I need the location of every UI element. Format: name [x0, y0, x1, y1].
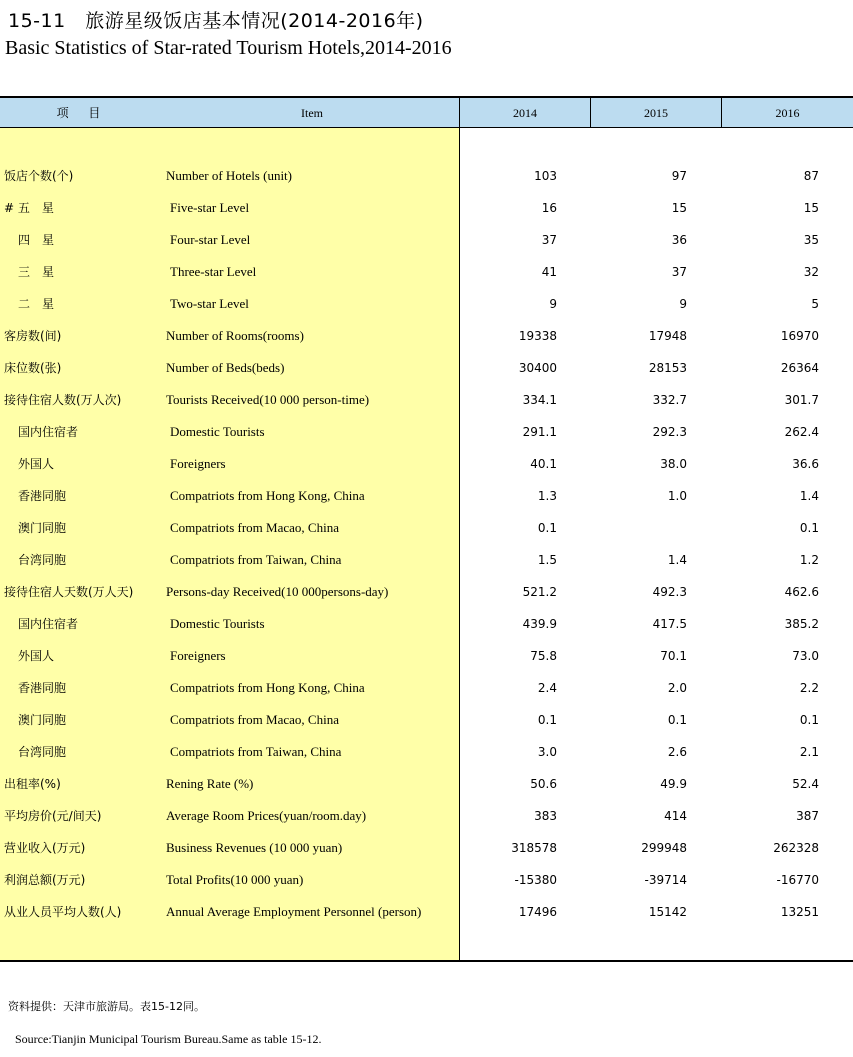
cell-2016: 52.4: [792, 777, 819, 791]
cell-2015: 0.1: [667, 713, 687, 727]
table-row: [0, 512, 853, 544]
row-label-chinese: 台湾同胞: [18, 553, 67, 567]
row-label-chinese: 台湾同胞: [18, 745, 67, 759]
cell-2014: 50.6: [530, 777, 557, 791]
cell-2015: 299948: [641, 841, 687, 855]
header-year-2014: 2014: [513, 106, 537, 120]
row-label-chinese: 床位数(张): [4, 361, 62, 375]
table-row: [0, 384, 853, 416]
cell-2015: 97: [671, 169, 687, 183]
row-label-chinese: 客房数(间): [4, 329, 62, 343]
cell-2014: 37: [541, 233, 557, 247]
row-label-english: Three-star Level: [170, 264, 257, 279]
table-row: [0, 736, 853, 768]
cell-2014: 17496: [518, 905, 557, 919]
page-title-chinese: 15-11 旅游星级饭店基本情况(2014-2016年): [8, 10, 424, 32]
row-label-chinese: 四 星: [18, 233, 55, 247]
table-row: [0, 640, 853, 672]
cell-2015: 9: [679, 297, 687, 311]
cell-2014: 439.9: [522, 617, 557, 631]
cell-2014: 1.5: [537, 553, 557, 567]
cell-2016: 262.4: [784, 425, 819, 439]
table-row: [0, 832, 853, 864]
table-row: [0, 896, 853, 928]
cell-2015: 2.6: [667, 745, 687, 759]
table-row: [0, 256, 853, 288]
row-label-english: Compatriots from Macao, China: [170, 712, 339, 727]
cell-2016: 73.0: [792, 649, 819, 663]
row-label-chinese: 外国人: [18, 649, 55, 663]
table-row: [0, 672, 853, 704]
table-bottom-rule: [0, 960, 853, 962]
cell-2016: 2.1: [799, 745, 819, 759]
cell-2015: 1.4: [667, 553, 687, 567]
cell-2014: 75.8: [530, 649, 557, 663]
table-row: [0, 544, 853, 576]
cell-2014: 383: [534, 809, 557, 823]
source-note-english: Source:Tianjin Municipal Tourism Bureau.Same as table 15-12.: [15, 1032, 322, 1046]
cell-2015: 38.0: [660, 457, 687, 471]
table-row: [0, 608, 853, 640]
table-row: [0, 768, 853, 800]
cell-2015: 49.9: [660, 777, 687, 791]
cell-2014: 0.1: [537, 521, 557, 535]
row-label-chinese: 澳门同胞: [18, 521, 67, 535]
cell-2014: 16: [541, 201, 557, 215]
cell-2014: 9: [549, 297, 557, 311]
cell-2016: 35: [803, 233, 819, 247]
table-row: [0, 448, 853, 480]
cell-2016: 2.2: [799, 681, 819, 695]
table-row: [0, 864, 853, 896]
cell-2015: 1.0: [667, 489, 687, 503]
table-row: [0, 576, 853, 608]
row-label-chinese: 从业人员平均人数(人): [4, 905, 122, 919]
row-label-english: Tourists Received(10 000 person-time): [166, 392, 370, 407]
table-row: [0, 352, 853, 384]
row-label-english: Five-star Level: [170, 200, 250, 215]
row-label-english: Compatriots from Hong Kong, China: [170, 680, 365, 695]
row-label-chinese: 澳门同胞: [18, 713, 67, 727]
cell-2015: 332.7: [652, 393, 687, 407]
cell-2016: 1.2: [799, 553, 819, 567]
row-label-english: Rening Rate (%): [166, 776, 254, 791]
row-label-english: Foreigners: [170, 456, 226, 471]
cell-2015: 492.3: [652, 585, 687, 599]
cell-2016: 1.4: [799, 489, 819, 503]
table-row: [0, 160, 853, 192]
row-label-chinese: 国内住宿者: [18, 425, 79, 439]
cell-2014: 1.3: [537, 489, 557, 503]
cell-2016: 13251: [780, 905, 819, 919]
row-label-english: Four-star Level: [170, 232, 251, 247]
cell-2016: 0.1: [799, 521, 819, 535]
row-label-english: Domestic Tourists: [170, 424, 265, 439]
row-label-english: Compatriots from Macao, China: [170, 520, 339, 535]
cell-2014: -15380: [514, 873, 557, 887]
cell-2016: 36.6: [792, 457, 819, 471]
cell-2015: 17948: [648, 329, 687, 343]
row-label-english: Foreigners: [170, 648, 226, 663]
row-label-chinese: 接待住宿人数(万人次): [4, 393, 122, 407]
cell-2015: 28153: [648, 361, 687, 375]
cell-2014: 41: [541, 265, 557, 279]
cell-2016: 301.7: [784, 393, 819, 407]
cell-2016: 385.2: [784, 617, 819, 631]
row-label-chinese: 外国人: [18, 457, 55, 471]
row-label-english: Compatriots from Hong Kong, China: [170, 488, 365, 503]
page-title-english: Basic Statistics of Star-rated Tourism Hotels,2014-2016: [5, 37, 452, 59]
row-label-chinese: 香港同胞: [18, 681, 67, 695]
table-row: [0, 288, 853, 320]
row-label-english: Number of Beds(beds): [166, 360, 285, 375]
table-row: [0, 224, 853, 256]
row-label-chinese: 营业收入(万元): [4, 841, 86, 855]
source-note-chinese: 资料提供：天津市旅游局。表15-12同。: [8, 1000, 205, 1013]
cell-2014: 291.1: [522, 425, 557, 439]
row-label-chinese: 三 星: [18, 265, 55, 279]
row-label-english: Business Revenues (10 000 yuan): [166, 840, 343, 855]
row-label-english: Number of Rooms(rooms): [166, 328, 304, 343]
row-label-english: Domestic Tourists: [170, 616, 265, 631]
table-header: [0, 96, 853, 128]
header-year-2015: 2015: [644, 106, 668, 120]
cell-2014: 40.1: [530, 457, 557, 471]
cell-2015: -39714: [644, 873, 687, 887]
cell-2014: 103: [534, 169, 557, 183]
table-row: [0, 416, 853, 448]
cell-2015: 414: [664, 809, 687, 823]
cell-2016: 0.1: [799, 713, 819, 727]
cell-2016: 462.6: [784, 585, 819, 599]
cell-2016: 15: [803, 201, 819, 215]
row-label-chinese: 利润总额(万元): [4, 873, 86, 887]
row-label-english: Total Profits(10 000 yuan): [166, 872, 304, 887]
row-label-english: Compatriots from Taiwan, China: [170, 552, 342, 567]
table-row: [0, 480, 853, 512]
row-label-chinese: 饭店个数(个): [4, 169, 74, 183]
cell-2015: 15142: [648, 905, 687, 919]
row-label-english: Number of Hotels (unit): [166, 168, 293, 183]
table-row: [0, 192, 853, 224]
table-row: [0, 704, 853, 736]
row-label-chinese: 二 星: [18, 297, 55, 311]
row-label-chinese: 接待住宿人天数(万人天): [4, 585, 134, 599]
cell-2015: 417.5: [652, 617, 687, 631]
cell-2015: 37: [671, 265, 687, 279]
row-label-chinese: 平均房价(元/间天): [4, 809, 102, 823]
row-label-chinese: # 五 星: [4, 201, 54, 215]
row-label-chinese: 香港同胞: [18, 489, 67, 503]
row-label-english: Persons-day Received(10 000persons-day): [166, 584, 389, 599]
cell-2016: 387: [796, 809, 819, 823]
row-label-chinese: 国内住宿者: [18, 617, 79, 631]
cell-2016: 16970: [780, 329, 819, 343]
cell-2015: 2.0: [667, 681, 687, 695]
cell-2016: -16770: [776, 873, 819, 887]
header-year-2016: 2016: [775, 106, 800, 120]
cell-2015: 292.3: [652, 425, 687, 439]
cell-2014: 0.1: [537, 713, 557, 727]
cell-2016: 87: [803, 169, 819, 183]
table-row: [0, 320, 853, 352]
cell-2015: 70.1: [660, 649, 687, 663]
cell-2014: 334.1: [522, 393, 557, 407]
row-label-chinese: 出租率(%): [4, 777, 61, 791]
cell-2016: 262328: [773, 841, 819, 855]
cell-2014: 521.2: [522, 585, 557, 599]
row-label-english: Annual Average Employment Personnel (person): [166, 904, 422, 919]
cell-2015: 15: [671, 201, 687, 215]
cell-2014: 2.4: [537, 681, 557, 695]
statistics-table: [0, 96, 853, 962]
cell-2014: 3.0: [537, 745, 557, 759]
row-label-english: Average Room Prices(yuan/room.day): [166, 808, 367, 823]
cell-2016: 26364: [780, 361, 819, 375]
row-label-english: Compatriots from Taiwan, China: [170, 744, 342, 759]
row-label-english: Two-star Level: [170, 296, 249, 311]
cell-2016: 5: [811, 297, 819, 311]
cell-2014: 30400: [518, 361, 557, 375]
cell-2014: 318578: [511, 841, 557, 855]
header-item-chinese: 项 目: [56, 106, 109, 120]
table-row: [0, 800, 853, 832]
cell-2015: 36: [671, 233, 687, 247]
header-item-english: Item: [301, 106, 323, 120]
cell-2016: 32: [803, 265, 819, 279]
cell-2014: 19338: [518, 329, 557, 343]
